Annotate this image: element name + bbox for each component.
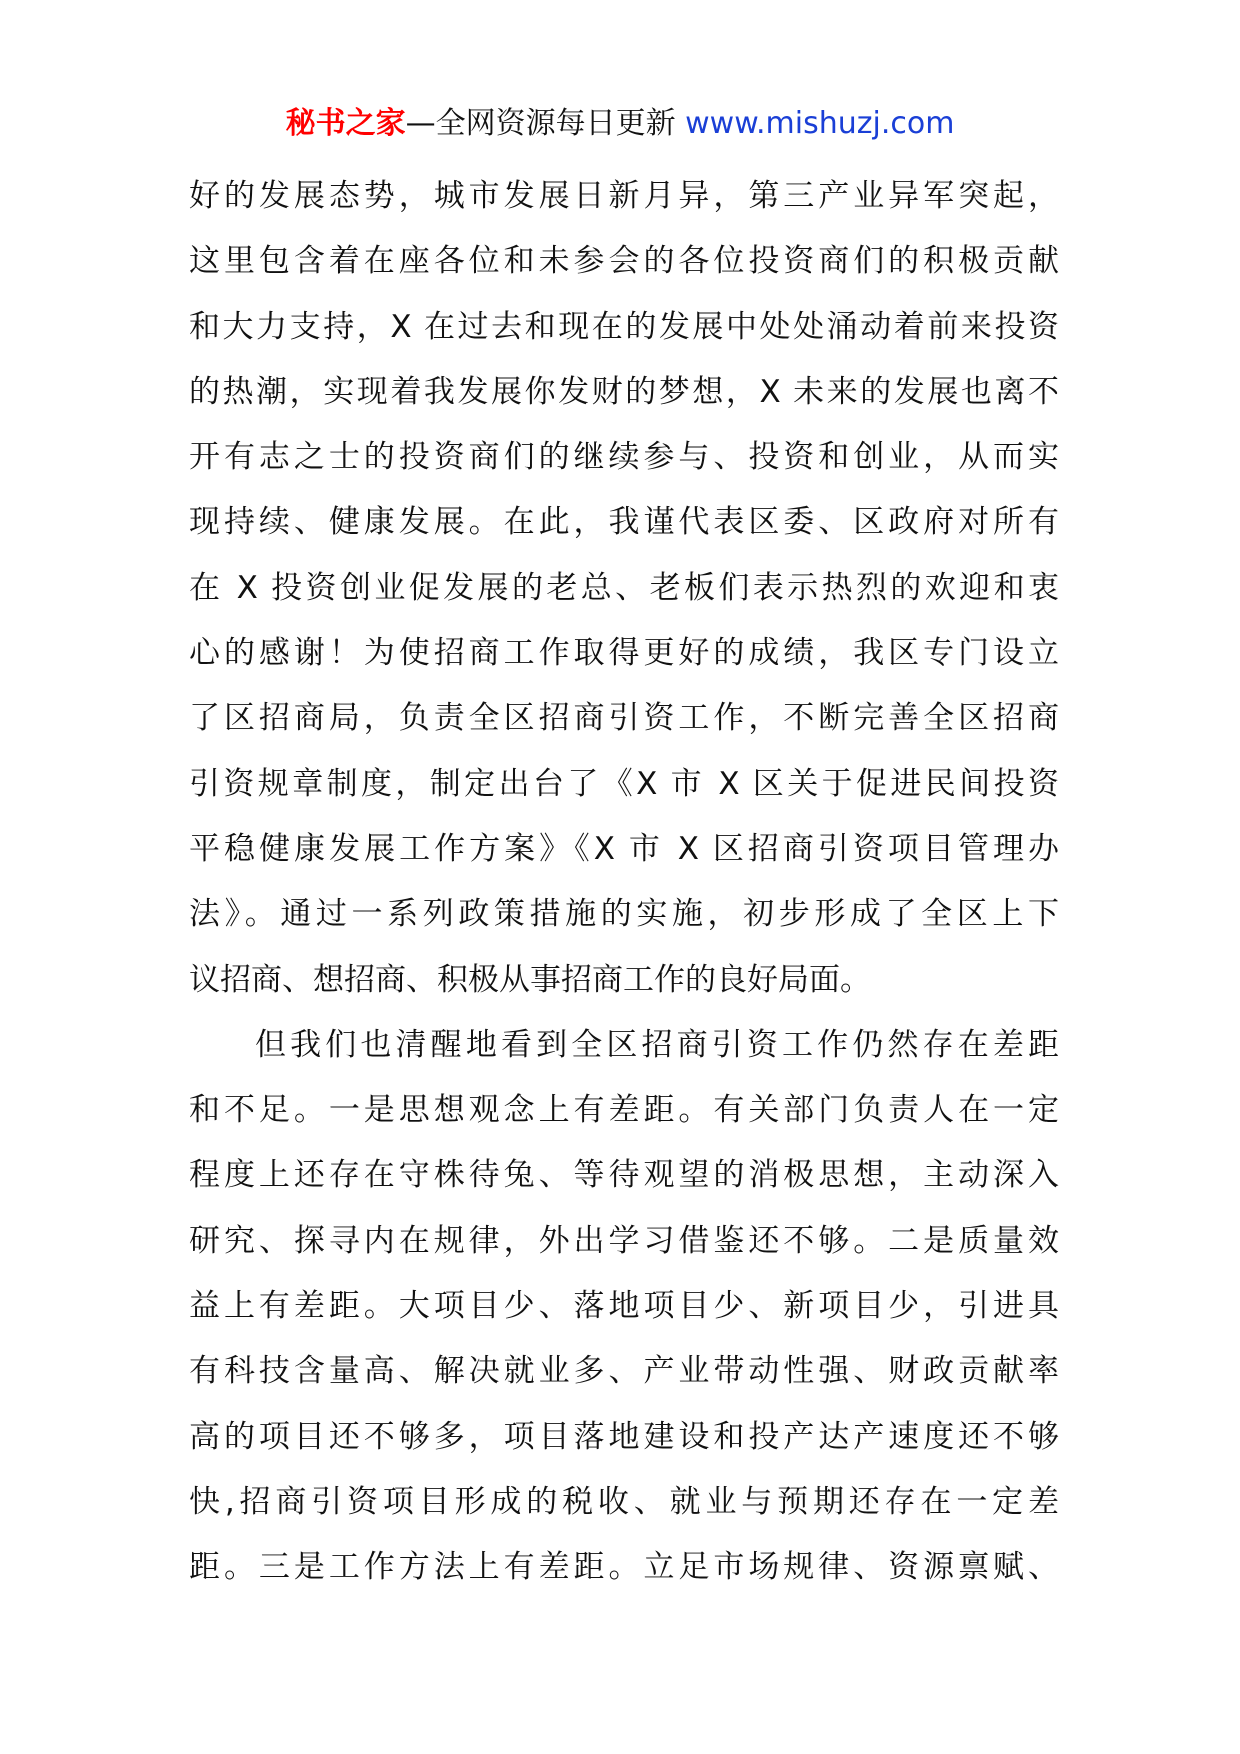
- paragraph-last-line: 议招商、想招商、积极从事招商工作的良好局面。: [189, 961, 871, 998]
- text-line: 心的感谢！为使招商工作取得更好的成绩，我区专门设立: [189, 635, 1059, 672]
- text-line: 距。三是工作方法上有差距。立足市场规律、资源禀赋、: [189, 1549, 1059, 1586]
- text-line: 法》。通过一系列政策措施的实施，初步形成了全区上下: [189, 896, 1059, 933]
- text-line: 引资规章制度，制定出台了《X 市 X 区关于促进民间投资: [189, 765, 1059, 802]
- text-line: 这里包含着在座各位和未参会的各位投资商们的积极贡献: [189, 243, 1059, 280]
- header-slogan: —全网资源每日更新: [405, 106, 676, 141]
- paragraph-first-line: 但我们也清醒地看到全区招商引资工作仍然存在差距: [255, 1026, 1059, 1063]
- site-header: [0, 102, 1240, 146]
- text-line: 好的发展态势，城市发展日新月异，第三产业异军突起，: [189, 178, 1059, 214]
- text-line: 在 X 投资创业促发展的老总、老板们表示热烈的欢迎和衷: [189, 569, 1059, 606]
- text-line: 有科技含量高、解决就业多、产业带动性强、财政贡献率: [189, 1353, 1059, 1390]
- text-line: 和不足。一是思想观念上有差距。有关部门负责人在一定: [189, 1092, 1059, 1129]
- brand-name: 秘书之家: [285, 106, 406, 141]
- text-line: 和大力支持，X 在过去和现在的发展中处处涌动着前来投资: [189, 308, 1059, 345]
- text-line: 快,招商引资项目形成的税收、就业与预期还存在一定差: [189, 1483, 1059, 1520]
- document-body: [189, 164, 1059, 1601]
- text-line: 程度上还存在守株待兔、等待观望的消极思想，主动深入: [189, 1157, 1059, 1194]
- text-line: 益上有差距。大项目少、落地项目少、新项目少，引进具: [189, 1288, 1059, 1325]
- text-line: 高的项目还不够多，项目落地建设和投产达产速度还不够: [189, 1418, 1059, 1455]
- text-line: 现持续、健康发展。在此，我谨代表区委、区政府对所有: [189, 504, 1059, 541]
- text-line: 开有志之士的投资商们的继续参与、投资和创业，从而实: [189, 439, 1059, 476]
- text-line: 平稳健康发展工作方案》《X 市 X 区招商引资项目管理办: [189, 830, 1059, 867]
- text-line: 研究、探寻内在规律，外出学习借鉴还不够。二是质量效: [189, 1222, 1059, 1259]
- text-line: 了区招商局，负责全区招商引资工作，不断完善全区招商: [189, 700, 1059, 737]
- site-url-link[interactable]: www.mishuzj.com: [685, 106, 955, 141]
- text-line: 的热潮，实现着我发展你发财的梦想，X 未来的发展也离不: [189, 373, 1059, 410]
